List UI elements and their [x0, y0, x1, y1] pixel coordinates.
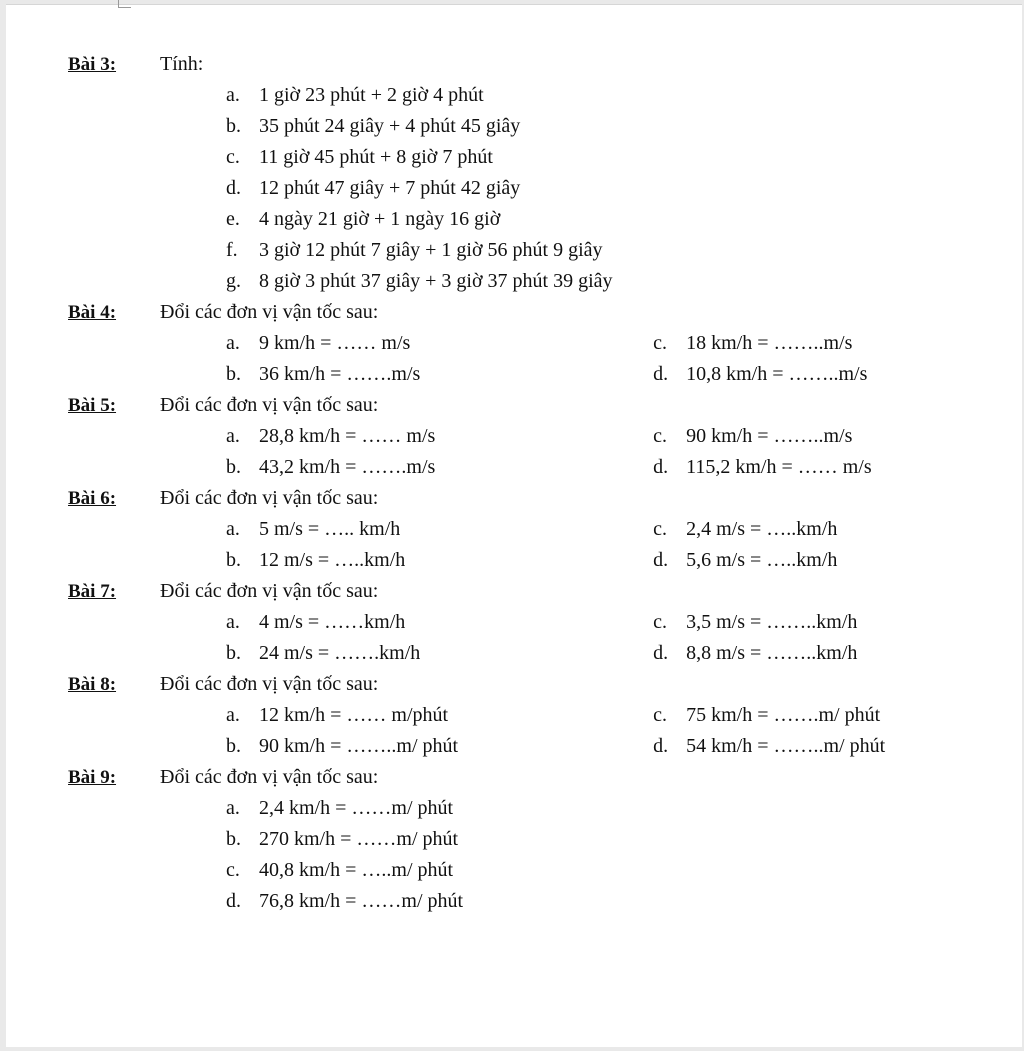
item-letter: b.: [226, 828, 241, 850]
item-text: 11 giờ 45 phút + 8 giờ 7 phút: [259, 146, 493, 168]
section-bai-5: [68, 390, 968, 483]
item-text: 35 phút 24 giây + 4 phút 45 giây: [259, 115, 521, 137]
item-letter: b.: [226, 735, 241, 757]
item-letter: c.: [653, 518, 667, 540]
item-text: 54 km/h = ……..m/ phút: [686, 735, 886, 757]
list-item: [68, 824, 968, 855]
item-text: 18 km/h = ……..m/s: [686, 332, 853, 354]
item-text: 8,8 m/s = ……..km/h: [686, 642, 858, 664]
item-text: 2,4 m/s = …..km/h: [686, 518, 838, 540]
list-item: [68, 142, 968, 173]
item-letter: d.: [653, 549, 669, 571]
section-label: Bài 3:: [68, 53, 117, 75]
item-letter: a.: [226, 84, 240, 106]
two-column-row: [68, 514, 968, 545]
section-bai-6: [68, 483, 968, 576]
section-title: Đổi các đơn vị vận tốc sau:: [160, 580, 379, 602]
item-letter: d.: [653, 735, 669, 757]
item-letter: d.: [226, 890, 241, 912]
two-column-row: [68, 359, 968, 390]
list-item: [68, 111, 968, 142]
section-label: Bài 8:: [68, 673, 117, 695]
list-item: [68, 886, 968, 917]
item-text: 43,2 km/h = …….m/s: [259, 456, 436, 478]
item-letter: a.: [226, 518, 240, 540]
item-text: 76,8 km/h = ……m/ phút: [259, 890, 464, 912]
item-letter: d.: [653, 363, 669, 385]
item-letter: a.: [226, 797, 240, 819]
section-bai-8: [68, 669, 968, 762]
item-text: 12 phút 47 giây + 7 phút 42 giây: [259, 177, 521, 199]
item-letter: b.: [226, 549, 241, 571]
item-text: 9 km/h = …… m/s: [259, 332, 411, 354]
section-bai-9: [68, 762, 968, 917]
item-text: 12 m/s = …..km/h: [259, 549, 406, 571]
item-letter: c.: [226, 146, 240, 168]
item-letter: c.: [653, 611, 667, 633]
item-text: 10,8 km/h = ……..m/s: [686, 363, 868, 385]
item-text: 40,8 km/h = …..m/ phút: [259, 859, 454, 881]
item-text: 4 m/s = ……km/h: [259, 611, 406, 633]
two-column-row: [68, 638, 968, 669]
section-title: Đổi các đơn vị vận tốc sau:: [160, 394, 379, 416]
two-column-row: [68, 700, 968, 731]
two-column-row: [68, 607, 968, 638]
item-letter: b.: [226, 363, 241, 385]
section-bai-7: [68, 576, 968, 669]
section-label: Bài 9:: [68, 766, 117, 788]
item-letter: c.: [226, 859, 240, 881]
two-column-row: [68, 328, 968, 359]
item-letter: b.: [226, 642, 241, 664]
item-text: 90 km/h = ……..m/ phút: [259, 735, 459, 757]
section-label: Bài 4:: [68, 301, 117, 323]
item-text: 5 m/s = ….. km/h: [259, 518, 401, 540]
item-letter: d.: [226, 177, 241, 199]
item-text: 8 giờ 3 phút 37 giây + 3 giờ 37 phút 39 giây: [259, 270, 613, 292]
section-label: Bài 6:: [68, 487, 117, 509]
item-text: 3,5 m/s = ……..km/h: [686, 611, 858, 633]
item-letter: d.: [653, 456, 669, 478]
item-letter: a.: [226, 611, 240, 633]
item-letter: c.: [653, 332, 667, 354]
item-text: 36 km/h = …….m/s: [259, 363, 421, 385]
item-text: 75 km/h = …….m/ phút: [686, 704, 881, 726]
item-letter: g.: [226, 270, 241, 292]
item-text: 90 km/h = ……..m/s: [686, 425, 853, 447]
two-column-row: [68, 545, 968, 576]
document-content: [68, 49, 968, 917]
list-item: [68, 855, 968, 886]
list-item: [68, 173, 968, 204]
item-text: 2,4 km/h = ……m/ phút: [259, 797, 454, 819]
item-letter: d.: [653, 642, 669, 664]
list-item: [68, 80, 968, 111]
section-bai-3: [68, 49, 968, 297]
section-label: Bài 5:: [68, 394, 117, 416]
item-text: 28,8 km/h = …… m/s: [259, 425, 436, 447]
section-title: Đổi các đơn vị vận tốc sau:: [160, 487, 379, 509]
item-letter: e.: [226, 208, 240, 230]
item-text: 3 giờ 12 phút 7 giây + 1 giờ 56 phút 9 giây: [259, 239, 603, 261]
item-text: 4 ngày 21 giờ + 1 ngày 16 giờ: [259, 208, 501, 230]
document-page: [6, 4, 1022, 1047]
item-text: 24 m/s = …….km/h: [259, 642, 421, 664]
item-text: 12 km/h = …… m/phút: [259, 704, 449, 726]
item-letter: a.: [226, 332, 240, 354]
item-letter: a.: [226, 425, 240, 447]
two-column-row: [68, 452, 968, 483]
section-title: Đổi các đơn vị vận tốc sau:: [160, 766, 379, 788]
two-column-row: [68, 421, 968, 452]
item-letter: f.: [226, 239, 238, 261]
section-title: Tính:: [160, 53, 204, 75]
item-letter: b.: [226, 115, 241, 137]
section-label: Bài 7:: [68, 580, 117, 602]
list-item: [68, 204, 968, 235]
two-column-row: [68, 731, 968, 762]
section-title: Đổi các đơn vị vận tốc sau:: [160, 301, 379, 323]
list-item: [68, 235, 968, 266]
item-text: 5,6 m/s = …..km/h: [686, 549, 838, 571]
section-bai-4: [68, 297, 968, 390]
list-item: [68, 266, 968, 297]
item-letter: c.: [653, 425, 667, 447]
item-text: 270 km/h = ……m/ phút: [259, 828, 459, 850]
page-corner-marker: [118, 0, 131, 8]
list-item: [68, 793, 968, 824]
item-letter: b.: [226, 456, 241, 478]
item-letter: c.: [653, 704, 667, 726]
item-text: 115,2 km/h = …… m/s: [686, 456, 872, 478]
item-text: 1 giờ 23 phút + 2 giờ 4 phút: [259, 84, 484, 106]
item-letter: a.: [226, 704, 240, 726]
section-title: Đổi các đơn vị vận tốc sau:: [160, 673, 379, 695]
